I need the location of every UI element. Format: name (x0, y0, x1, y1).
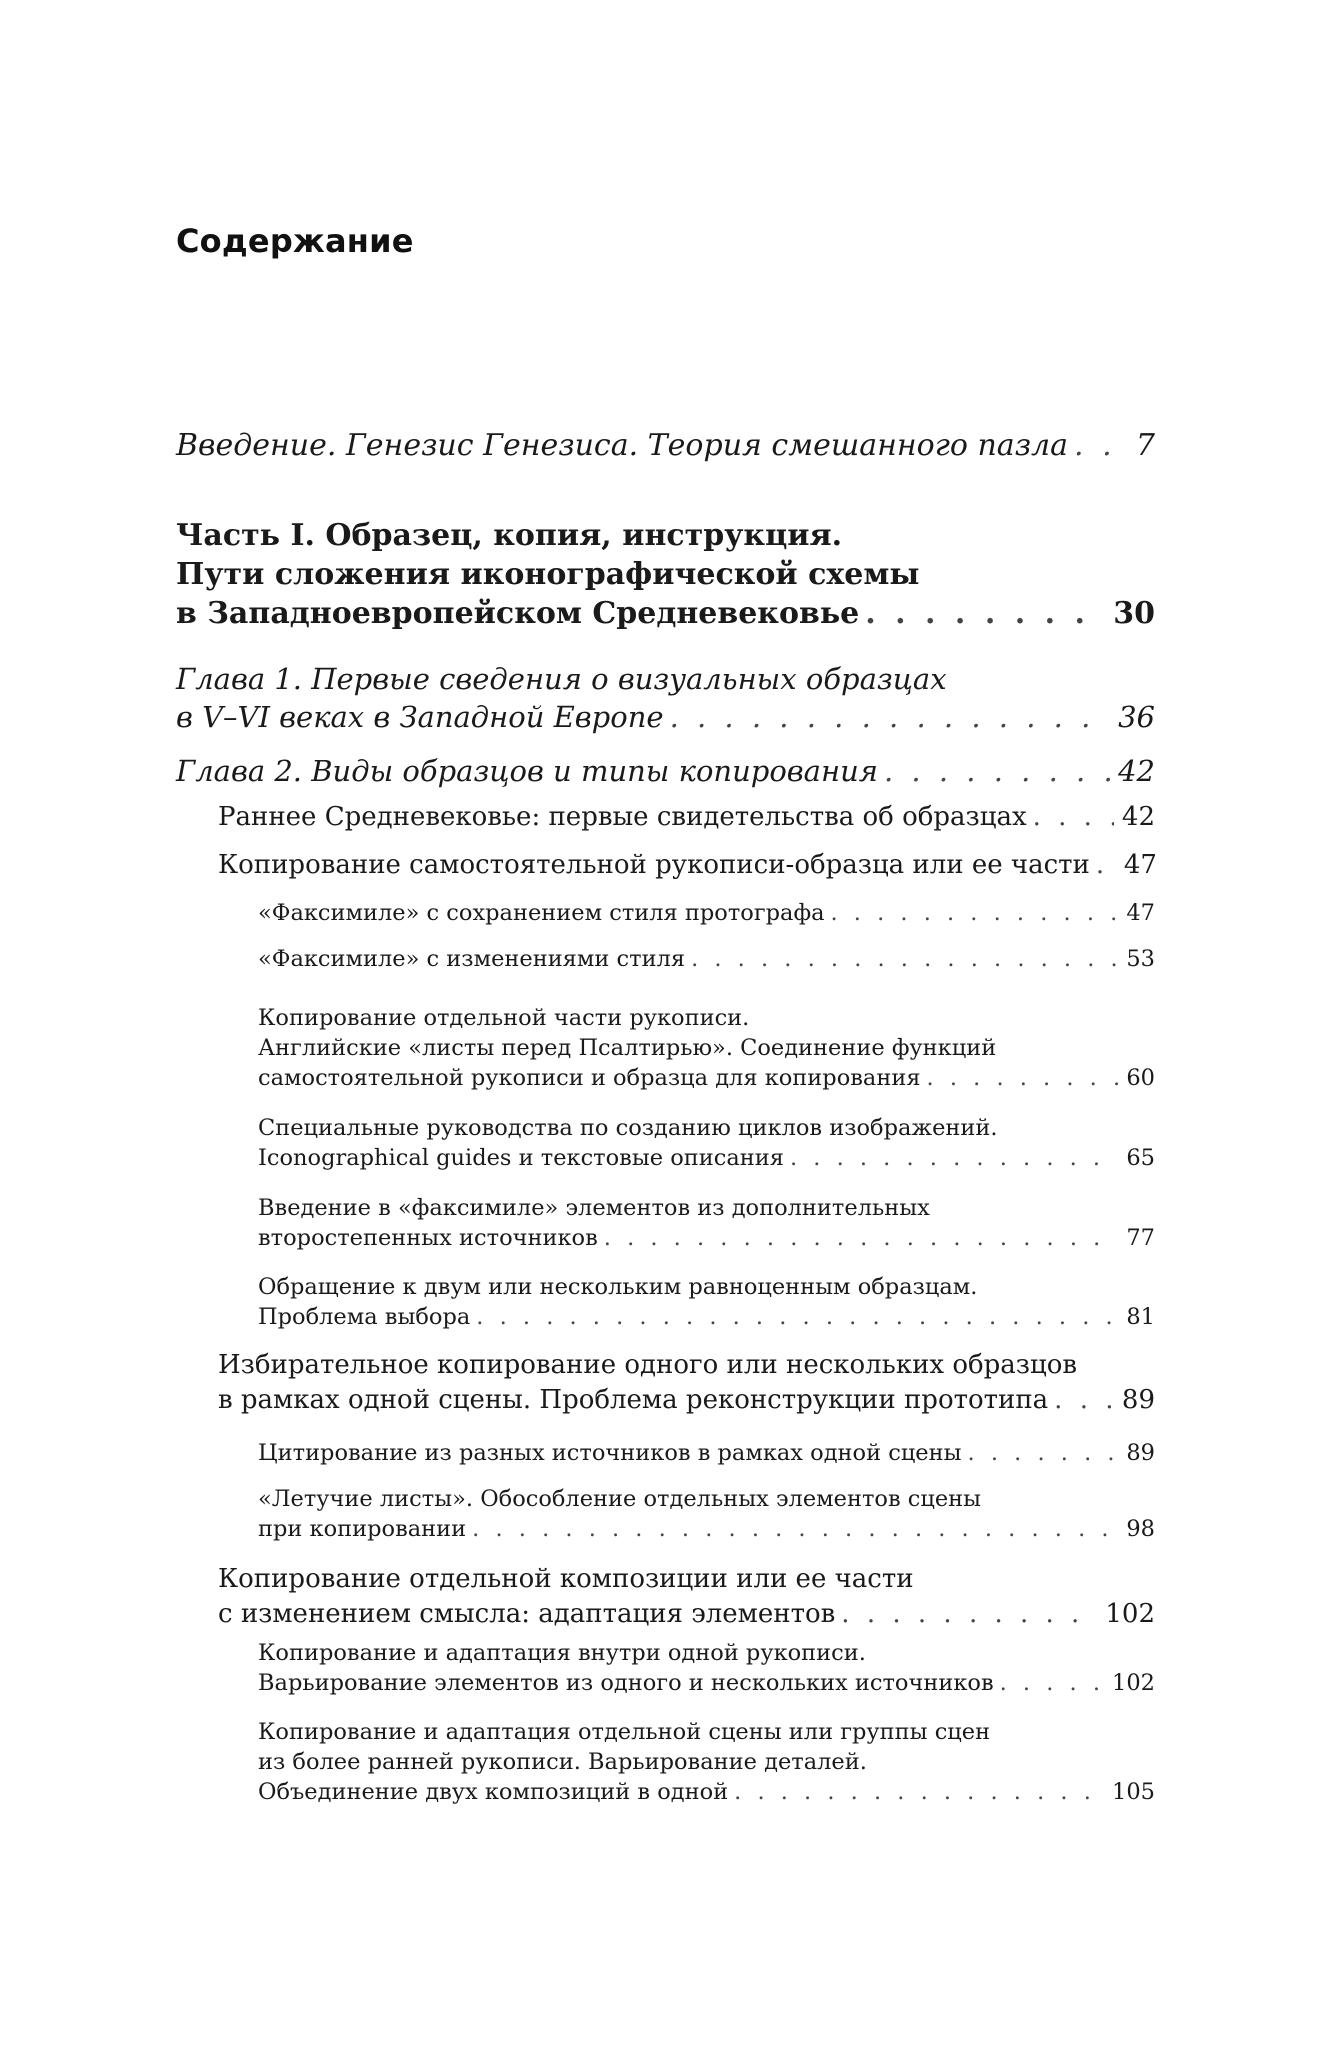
toc-entry-title: Английские «листы перед Псалтирью». Соединение функций (258, 1035, 997, 1061)
toc-entry-title: самостоятельной рукописи и образца для копирования (258, 1065, 921, 1091)
dot-leader (685, 944, 1118, 974)
toc-entry-title: Глава 2. Виды образцов и типы копирования (176, 754, 878, 788)
toc-entry[interactable] (258, 944, 1155, 974)
toc-entry[interactable] (176, 516, 1155, 633)
toc-entry[interactable] (258, 1438, 1155, 1468)
toc-entry-last-line (258, 1438, 1155, 1468)
toc-entry-title: Копирование самостоятельной рукописи-образца или ее части (218, 850, 1090, 880)
toc-entry[interactable] (176, 660, 1155, 736)
toc-entry-line (218, 1562, 1155, 1597)
toc-page-number: 47 (1123, 850, 1157, 880)
toc-entry[interactable] (258, 1484, 1155, 1544)
toc-entry-title: «Факсимиле» с сохранением стиля протографа (258, 900, 825, 926)
toc-entry-line (176, 516, 1155, 555)
toc-entry-last-line (258, 1143, 1155, 1173)
dot-leader (1090, 848, 1116, 883)
dot-leader (1027, 800, 1114, 835)
toc-page-number: 102 (1105, 1599, 1155, 1629)
toc-page-number: 53 (1126, 946, 1155, 972)
toc-entry-line (258, 1717, 1155, 1747)
toc-entry-last-line (258, 1777, 1155, 1807)
toc-entry[interactable] (176, 752, 1155, 790)
toc-entry-line (176, 660, 1155, 698)
toc-entry[interactable] (218, 800, 1155, 835)
toc-entry[interactable] (258, 1003, 1155, 1093)
toc-entry-title: Введение в «факсимиле» элементов из дополнительных (258, 1195, 930, 1221)
toc-page-number: 89 (1121, 1385, 1155, 1415)
toc-entry-title: при копировании (258, 1516, 467, 1542)
toc-entry-title: в рамках одной сцены. Проблема реконструкции прототипа (218, 1385, 1049, 1415)
toc-entry-title: Проблема выбора (258, 1304, 471, 1330)
toc-entry-title: Избирательное копирование одного или нескольких образцов (218, 1350, 1077, 1380)
toc-entry[interactable] (176, 427, 1155, 465)
toc-entry-title: Варьирование элементов из одного и нескольких источников (258, 1670, 994, 1696)
toc-page-number: 81 (1126, 1304, 1155, 1330)
toc-entry[interactable] (258, 1193, 1155, 1253)
toc-entry-title: Введение. Генезис Генезиса. Теория смешанного пазла (176, 428, 1069, 463)
dot-leader (824, 898, 1118, 928)
toc-entry-last-line (218, 848, 1155, 883)
toc-entry-last-line (218, 1383, 1155, 1418)
toc-page-number: 60 (1126, 1065, 1155, 1091)
toc-entry[interactable] (258, 1717, 1155, 1807)
toc-entry-line (258, 1747, 1155, 1777)
toc-entry-line (218, 1348, 1155, 1383)
toc-entry-last-line (176, 698, 1155, 736)
toc-page-number: 65 (1126, 1145, 1155, 1171)
toc-entry-title: «Факсимиле» с изменениями стиля (258, 946, 686, 972)
toc-entry-title: с изменением смысла: адаптация элементов (218, 1599, 836, 1629)
toc-entry-line (258, 1113, 1155, 1143)
toc-entry-title: Копирование и адаптация отдельной сцены или группы сцен (258, 1719, 991, 1745)
toc-entry-last-line (176, 427, 1155, 465)
dot-leader (470, 1302, 1118, 1332)
toc-entry[interactable] (258, 1638, 1155, 1698)
toc-entry-last-line (258, 1063, 1155, 1093)
dot-leader (1048, 1383, 1114, 1418)
toc-entry-title: Копирование и адаптация внутри одной рукописи. (258, 1640, 866, 1666)
toc-entry[interactable] (218, 1562, 1155, 1632)
dot-leader (994, 1668, 1104, 1698)
toc-entry-title: в V–VI веках в Западной Европе (176, 700, 664, 734)
toc-heading: Содержание (176, 222, 414, 260)
toc-entry-line (258, 1193, 1155, 1223)
toc-entry-line (258, 1272, 1155, 1302)
toc-entry-title: Пути сложения иконографической схемы (176, 557, 920, 592)
toc-entry-title: Часть I. Образец, копия, инструкция. (176, 518, 843, 553)
toc-entry-last-line (258, 1514, 1155, 1544)
toc-entry-last-line (258, 1302, 1155, 1332)
toc-entry-title: Iconographical guides и текстовые описания (258, 1145, 784, 1171)
toc-entry-title: Специальные руководства по созданию циклов изображений. (258, 1115, 998, 1141)
toc-entry[interactable] (218, 1348, 1155, 1418)
dot-leader (962, 1438, 1119, 1468)
toc-entry-line (176, 555, 1155, 594)
toc-entry[interactable] (258, 1272, 1155, 1332)
toc-entry-title: в Западноевропейском Средневековье (176, 596, 860, 631)
toc-entry-title: Копирование отдельной части рукописи. (258, 1005, 750, 1031)
dot-leader (878, 752, 1110, 790)
toc-page-number: 47 (1126, 900, 1155, 926)
dot-leader (664, 698, 1111, 736)
dot-leader (859, 594, 1105, 633)
toc-entry[interactable] (258, 898, 1155, 928)
dot-leader (728, 1777, 1104, 1807)
toc-entry-last-line (258, 1668, 1155, 1698)
toc-page-number: 77 (1126, 1225, 1155, 1251)
toc-entry[interactable] (258, 1113, 1155, 1173)
toc-entry-line (258, 1033, 1155, 1063)
dot-leader (1068, 427, 1128, 465)
toc-entry-title: из более ранней рукописи. Варьирование деталей. (258, 1749, 867, 1775)
toc-entry-last-line (258, 1223, 1155, 1253)
toc-entry-title: «Летучие листы». Обособление отдельных элементов сцены (258, 1486, 982, 1512)
toc-page-number: 7 (1135, 428, 1155, 463)
toc-page-number: 105 (1112, 1779, 1155, 1805)
toc-page-number: 98 (1126, 1516, 1155, 1542)
toc-entry-last-line (218, 800, 1155, 835)
toc-entry-last-line (218, 1597, 1155, 1632)
toc-entry-title: Объединение двух композиций в одной (258, 1779, 729, 1805)
toc-page-number: 89 (1126, 1440, 1155, 1466)
toc-entry-title: Цитирование из разных источников в рамках одной сцены (258, 1440, 962, 1466)
toc-entry-line (258, 1638, 1155, 1668)
toc-entry-last-line (258, 898, 1155, 928)
toc-entry-title: Раннее Средневековье: первые свидетельства об образцах (218, 802, 1027, 832)
toc-entry[interactable] (218, 848, 1155, 883)
toc-page-number: 36 (1118, 700, 1155, 734)
dot-leader (835, 1597, 1097, 1632)
toc-page-number: 30 (1113, 596, 1155, 631)
toc-entry-last-line (258, 944, 1155, 974)
toc-entry-last-line (176, 594, 1155, 633)
toc-page-number: 42 (1118, 754, 1155, 788)
toc-page-number: 102 (1112, 1670, 1155, 1696)
toc-entry-title: Глава 1. Первые сведения о визуальных образцах (176, 662, 947, 696)
dot-leader (598, 1223, 1119, 1253)
toc-page-number: 42 (1121, 802, 1155, 832)
dot-leader (921, 1063, 1119, 1093)
toc-entry-line (258, 1003, 1155, 1033)
toc-entry-title: Копирование отдельной композиции или ее части (218, 1564, 914, 1594)
toc-entry-last-line (176, 752, 1155, 790)
toc-entry-title: Обращение к двум или нескольким равноценным образцам. (258, 1274, 978, 1300)
toc-entry-line (258, 1484, 1155, 1514)
dot-leader (466, 1514, 1118, 1544)
toc-entry-title: второстепенных источников (258, 1225, 598, 1251)
dot-leader (784, 1143, 1118, 1173)
